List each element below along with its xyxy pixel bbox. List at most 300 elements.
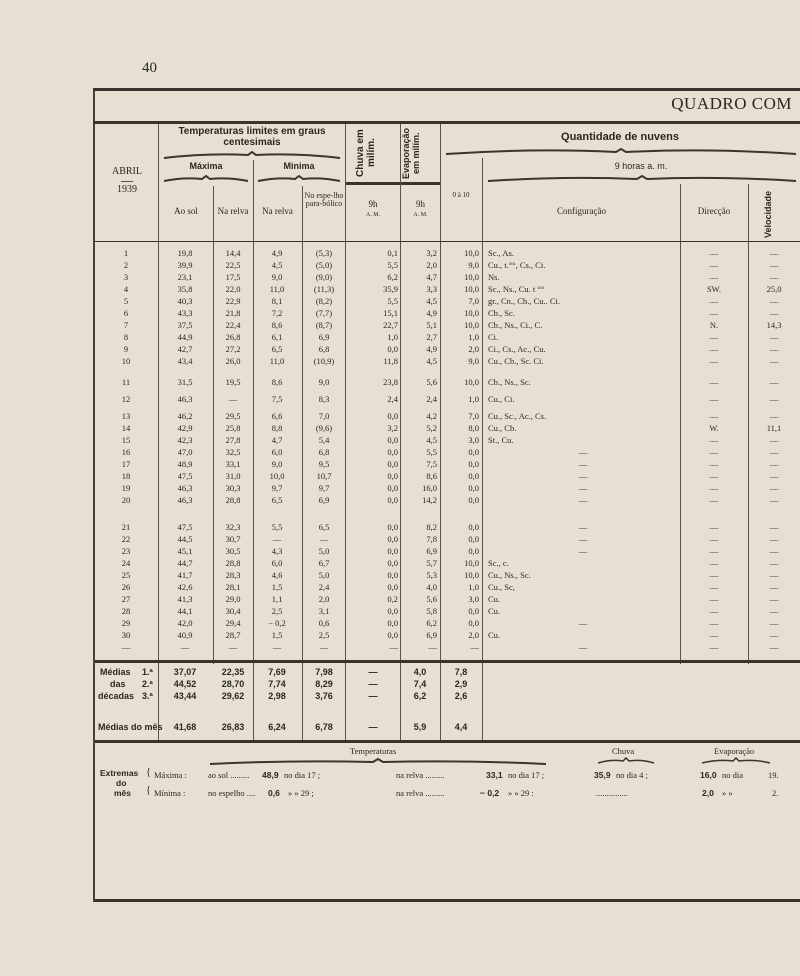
espelho-cell: (8,7) <box>315 320 333 330</box>
espelho-cell: (7,7) <box>315 308 333 318</box>
configuracao-cell: Ci. <box>488 332 499 342</box>
nebulosity-cell: 0,0 <box>468 495 479 505</box>
velocidade-cell: — <box>769 377 779 387</box>
ao-sol-cell: 44,9 <box>177 332 193 342</box>
relva-max-cell: 14,4 <box>225 248 241 258</box>
decade-avg-nebul: 2,6 <box>454 691 468 701</box>
velocidade-cell: — <box>769 411 779 421</box>
espelho-cell: 6,8 <box>318 447 330 457</box>
evap-cell: 3,3 <box>426 284 437 294</box>
evap-hour: 9h <box>416 199 425 209</box>
table-row <box>96 296 800 307</box>
minima-label: Mínima : <box>154 788 186 798</box>
day-cell: 12 <box>121 394 131 404</box>
decade-avg-relva-max: 28,70 <box>221 679 245 689</box>
relva-max-cell: — <box>228 394 238 404</box>
evap-cell: 4,5 <box>426 296 437 306</box>
relva-max-cell: 30,4 <box>225 606 241 616</box>
decade-avg-evap: 6,2 <box>413 691 427 701</box>
relva-max-cell: 28,1 <box>225 582 241 592</box>
header-bottom-rule <box>95 241 800 242</box>
maxima-brace <box>162 175 250 183</box>
table-row <box>96 356 800 367</box>
chuva-header-rule <box>346 182 400 185</box>
table-row <box>96 534 800 545</box>
nebulosity-cell: 8,0 <box>468 423 479 433</box>
direccao-cell: — <box>709 606 719 616</box>
relva-min-cell: 6,5 <box>271 495 283 505</box>
nebulosity-cell: 3,0 <box>468 594 479 604</box>
relva-max-cell: 30,7 <box>225 534 241 544</box>
decade-avg-chuva: — <box>368 691 378 701</box>
nebulosity-cell: 10,0 <box>464 570 479 580</box>
top-rule <box>93 121 800 124</box>
direccao-cell: — <box>709 546 719 556</box>
year-label: 1939 <box>117 184 137 195</box>
evap-cell: 6,9 <box>426 546 437 556</box>
velocidade-cell: — <box>769 248 779 258</box>
extremas-label: Extremas <box>100 768 139 778</box>
evap-cell: 4,0 <box>426 582 437 592</box>
table-row <box>96 546 800 557</box>
direccao-cell: — <box>709 534 719 544</box>
velocidade-cell: — <box>769 594 779 604</box>
nebulosity-cell: 7,0 <box>468 411 479 421</box>
evap-cell: 4,5 <box>426 435 437 445</box>
direccao-cell: — <box>709 570 719 580</box>
day-cell: 10 <box>121 356 131 366</box>
relva-min-cell: 6,6 <box>271 411 283 421</box>
nebulosity-cell: 10,0 <box>464 284 479 294</box>
evap-cell: 14,2 <box>422 495 437 505</box>
day-cell: 16 <box>121 447 131 457</box>
relva-min-cell: 4,9 <box>271 248 283 258</box>
das-label: das <box>110 679 126 689</box>
direccao-cell: — <box>709 618 719 628</box>
maxima-label: Máxima : <box>154 770 187 780</box>
relva-max-cell: 29,5 <box>225 411 241 421</box>
chuva-cell: 0,0 <box>387 570 398 580</box>
relva-max-cell: 19,5 <box>225 377 241 387</box>
na-relva-min-header: Na relva <box>262 206 293 216</box>
velocidade-cell: — <box>769 495 779 505</box>
chuva-cell: 15,1 <box>383 308 398 318</box>
ao-sol-cell: 42,9 <box>177 423 193 433</box>
relva-min-cell: 4,3 <box>271 546 283 556</box>
day-cell: 22 <box>121 534 131 544</box>
extremes-brace-bottom: { <box>146 785 151 796</box>
chuva-cell: 0,1 <box>387 248 398 258</box>
month-average-row <box>96 722 536 733</box>
min-evap-daynum: 2. <box>772 788 779 798</box>
ao-sol-cell: 47,5 <box>177 471 193 481</box>
chuva-cell: 11,8 <box>383 356 398 366</box>
nebulosity-cell: 1,0 <box>468 394 479 404</box>
velocidade-cell: 14,3 <box>766 320 782 330</box>
relva-min-cell: 1,1 <box>271 594 283 604</box>
table-row <box>96 642 800 653</box>
direccao-cell: — <box>709 522 719 532</box>
evap-cell: — <box>428 642 437 652</box>
configuracao-cell: Sc., c. <box>488 558 509 568</box>
configuracao-cell: Cu. <box>488 630 501 640</box>
relva-max-cell: 30,3 <box>225 483 241 493</box>
ao-sol-cell: 46,2 <box>177 411 193 421</box>
decade-average-row <box>96 679 536 690</box>
table-row <box>96 483 800 494</box>
relva-min-cell: 4,5 <box>271 260 283 270</box>
ao-sol-cell: 47,5 <box>177 522 193 532</box>
relva-min-cell: 9,7 <box>271 483 283 493</box>
relva-min-cell: 1,5 <box>271 582 283 592</box>
relva-max-cell: 31,0 <box>225 471 241 481</box>
max-evap-value: 16,0 <box>700 770 717 780</box>
max-relva-day: no dia 17 ; <box>508 770 545 780</box>
relva-min-cell: 10,0 <box>269 471 285 481</box>
day-cell: 9 <box>123 344 129 354</box>
table-row <box>96 582 800 593</box>
day-cell: 29 <box>121 618 131 628</box>
max-chuva-value: 35,9 <box>594 770 611 780</box>
velocidade-cell: — <box>769 260 779 270</box>
nebulosity-cell: 3,0 <box>468 435 479 445</box>
nebulosity-cell: 9,0 <box>468 356 479 366</box>
relva-max-cell: 28,3 <box>225 570 241 580</box>
medias-mes-label: Médias do mês <box>98 722 163 732</box>
chuva-cell: 0,0 <box>387 411 398 421</box>
relva-max-cell: 27,8 <box>225 435 241 445</box>
max-chuva-day: no dia 4 ; <box>616 770 648 780</box>
ao-sol-cell: 44,5 <box>177 534 193 544</box>
chuva-cell: 1,0 <box>387 332 398 342</box>
evaporacao-header: Evaporação em milím. <box>401 127 421 179</box>
ao-sol-cell: — <box>180 642 190 652</box>
relva-max-cell: 30,5 <box>225 546 241 556</box>
day-cell: 23 <box>121 546 131 556</box>
min-esp-label: no espelho .... <box>208 788 256 798</box>
decade-avg-chuva: — <box>368 679 378 689</box>
relva-min-cell: 7,2 <box>271 308 283 318</box>
evap-cell: 5,5 <box>426 447 437 457</box>
relva-min-cell: 8,6 <box>271 377 283 387</box>
table-row <box>96 423 800 434</box>
direccao-cell: — <box>709 272 719 282</box>
nebulosity-cell: 0,0 <box>468 546 479 556</box>
espelho-cell: (9,6) <box>315 423 333 433</box>
espelho-cell: 6,8 <box>318 344 330 354</box>
month-avg-evap: 5,9 <box>413 722 427 732</box>
minima-brace <box>256 175 342 183</box>
configuracao-cell: Cu., Ci. <box>488 394 515 404</box>
relva-max-cell: — <box>228 642 238 652</box>
evap-cell: 5,2 <box>426 423 437 433</box>
espelho-cell: 5,0 <box>318 546 330 556</box>
ao-sol-cell: 46,3 <box>177 483 193 493</box>
configuracao-cell: Ci., Cs., Ac., Cu. <box>488 344 546 354</box>
relva-min-cell: 7,5 <box>271 394 283 404</box>
temp-title: Temperaturas <box>350 746 397 756</box>
ao-sol-cell: 47,0 <box>177 447 193 457</box>
table-row <box>96 471 800 482</box>
nove-horas-header: 9 horas a. m. <box>614 161 668 171</box>
relva-max-cell: 25,8 <box>225 423 241 433</box>
relva-min-cell: 4,7 <box>271 435 283 445</box>
decade-avg-relva-min: 7,69 <box>268 667 286 677</box>
relva-max-cell: 22,5 <box>225 260 241 270</box>
configuracao-cell: — <box>578 495 588 505</box>
max-evap-day: no dia <box>722 770 744 780</box>
ao-sol-header: Ao sol <box>174 206 198 216</box>
relva-min-cell: 9,0 <box>271 272 283 282</box>
velocidade-cell: — <box>769 344 779 354</box>
direccao-cell: — <box>709 248 719 258</box>
decade-avg-espelho: 8,29 <box>315 679 333 689</box>
table-row <box>96 522 800 533</box>
relva-max-cell: 22,9 <box>225 296 241 306</box>
nebulosity-cell: 0,0 <box>468 618 479 628</box>
configuracao-cell: — <box>578 642 588 652</box>
medias-label: Médias <box>100 667 131 677</box>
mes-label: mês <box>114 788 132 798</box>
decade-avg-espelho: 3,76 <box>315 691 333 701</box>
configuracao-cell: Cb., Sc. <box>488 308 515 318</box>
velocidade-cell: — <box>769 435 779 445</box>
nebulosity-cell: 9,0 <box>468 260 479 270</box>
table-row <box>96 558 800 569</box>
table-row <box>96 630 800 641</box>
velocidade-cell: — <box>769 618 779 628</box>
nuvens-header: Quantidade de nuvens <box>561 131 679 143</box>
evap-cell: 5,6 <box>426 377 437 387</box>
ao-sol-cell: 41,7 <box>177 570 193 580</box>
day-cell: 5 <box>123 296 129 306</box>
nebulosity-cell: 10,0 <box>464 248 479 258</box>
chuva-cell: 6,2 <box>387 272 398 282</box>
relva-min-cell: 6,1 <box>271 332 283 342</box>
chuva-cell: 0,0 <box>387 447 398 457</box>
espelho-cell: 8,3 <box>318 394 330 404</box>
table-row <box>96 344 800 355</box>
table-row <box>96 435 800 446</box>
espelho-cell: (9,0) <box>315 272 333 282</box>
chuva-cell: 5,5 <box>387 260 398 270</box>
velocidade-cell: — <box>769 582 779 592</box>
configuracao-cell: — <box>578 459 588 469</box>
day-cell: 15 <box>121 435 131 445</box>
configuracao-cell: Ns. <box>488 272 500 282</box>
escala-header: 0 à 10 <box>452 191 470 199</box>
espelho-cell: 6,7 <box>318 558 330 568</box>
decade-avg-sol: 37,07 <box>173 667 197 677</box>
direccao-cell: — <box>709 377 719 387</box>
velocidade-cell: — <box>769 570 779 580</box>
velocidade-cell: — <box>769 356 779 366</box>
decadas-label: décadas <box>98 691 135 701</box>
maxima-header: Máxima <box>189 161 223 171</box>
day-cell: 3 <box>123 272 129 282</box>
decade-average-row <box>96 667 536 678</box>
nebulosity-cell: 7,0 <box>468 296 479 306</box>
month-avg-relva-min: 6,24 <box>268 722 286 732</box>
chuva-cell: 0,0 <box>387 606 398 616</box>
nebulosity-cell: 0,0 <box>468 483 479 493</box>
day-cell: 14 <box>121 423 131 433</box>
configuracao-cell: Cu., Cb. <box>488 423 517 433</box>
nebulosity-cell: 1,0 <box>468 582 479 592</box>
direccao-cell: N. <box>709 320 719 330</box>
configuracao-cell: Sc., Ns., Cu. t °° <box>488 284 545 294</box>
evap-cell: 2,7 <box>426 332 437 342</box>
decade-avg-evap: 4,0 <box>413 667 427 677</box>
configuracao-cell: Cu., Sc., Ac., Cs. <box>488 411 547 421</box>
relva-max-cell: 33,1 <box>225 459 241 469</box>
month-avg-nebul: 4,4 <box>454 722 468 732</box>
chuva-cell: 0,0 <box>387 630 398 640</box>
evap-ampm: A. M. <box>413 212 428 218</box>
relva-min-cell: 2,5 <box>271 606 283 616</box>
espelho-cell: 6,9 <box>318 332 330 342</box>
direccao-cell: — <box>709 394 719 404</box>
nebulosity-cell: 0,0 <box>468 534 479 544</box>
evap-cell: 8,2 <box>426 522 437 532</box>
espelho-cell: (5,3) <box>315 248 333 258</box>
max-relva-label: na relva ......... <box>396 770 445 780</box>
configuracao-cell: — <box>578 483 588 493</box>
chuva-cell: 0,2 <box>387 594 398 604</box>
espelho-cell: 9,0 <box>318 377 330 387</box>
configuracao-cell: Cu. <box>488 606 501 616</box>
decade-avg-nebul: 2,9 <box>454 679 468 689</box>
evap-cell: 4,9 <box>426 344 437 354</box>
direccao-cell: — <box>709 308 719 318</box>
relva-max-cell: 32,3 <box>225 522 241 532</box>
velocidade-cell: — <box>769 546 779 556</box>
nuvens-brace <box>444 148 798 156</box>
relva-min-cell: 1,5 <box>271 630 283 640</box>
espelho-cell: 6,5 <box>318 522 330 532</box>
decade-average-row <box>96 691 536 702</box>
espelho-cell: (8,2) <box>315 296 333 306</box>
ao-sol-cell: 45,1 <box>177 546 193 556</box>
espelho-cell: 2,0 <box>318 594 330 604</box>
evap-cell: 7,8 <box>426 534 437 544</box>
day-cell: 24 <box>121 558 131 568</box>
velocidade-cell: — <box>769 272 779 282</box>
nebulosity-cell: 2,0 <box>468 630 479 640</box>
relva-min-cell: 9,0 <box>271 459 283 469</box>
chuva-ampm: A. M. <box>365 212 381 218</box>
velocidade-cell: — <box>769 534 779 544</box>
month-label: ABRIL <box>112 166 142 177</box>
evap-title: Evaporação <box>714 746 755 756</box>
max-sol-value: 48,9 <box>262 770 279 780</box>
nebulosity-cell: 0,0 <box>468 606 479 616</box>
day-cell: 18 <box>121 471 131 481</box>
relva-min-cell: 6,5 <box>271 344 283 354</box>
espelho-cell: (11,3) <box>313 284 335 294</box>
chuva-cell: 0,0 <box>387 582 398 592</box>
velocidade-cell: 25,0 <box>766 284 782 294</box>
nebulosity-cell: 10,0 <box>464 272 479 282</box>
evap-cell: 5,1 <box>426 320 437 330</box>
month-avg-chuva: — <box>368 722 378 732</box>
nebulosity-cell: 0,0 <box>468 522 479 532</box>
configuracao-cell: Cu., Sc, <box>488 582 515 592</box>
configuracao-cell: Cb., Ns., Sc. <box>488 377 531 387</box>
direccao-cell: — <box>709 558 719 568</box>
espelho-cell: 9,5 <box>318 459 330 469</box>
ao-sol-cell: 40,3 <box>177 296 193 306</box>
month-year-separator <box>121 181 133 182</box>
relva-min-cell: — <box>272 534 282 544</box>
direccao-cell: — <box>709 435 719 445</box>
chuva-cell: 3,2 <box>387 423 398 433</box>
espelho-cell: — <box>319 642 329 652</box>
ao-sol-cell: 40,9 <box>177 630 193 640</box>
direccao-cell: — <box>709 594 719 604</box>
day-cell: — <box>121 642 131 652</box>
day-cell: 2 <box>123 260 129 270</box>
table-row <box>96 570 800 581</box>
evap-cell: 5,7 <box>426 558 437 568</box>
page-number: 40 <box>142 60 157 76</box>
evap-cell: 2,4 <box>426 394 437 404</box>
day-cell: 11 <box>121 377 131 387</box>
ao-sol-cell: 19,8 <box>177 248 193 258</box>
nebulosity-cell: 10,0 <box>464 558 479 568</box>
table-row <box>96 459 800 470</box>
evap-cell: 7,5 <box>426 459 437 469</box>
nebulosity-cell: — <box>470 642 479 652</box>
evap-header-rule <box>401 182 440 185</box>
ao-sol-cell: 43,4 <box>177 356 193 366</box>
table-title: QUADRO COM <box>671 94 792 113</box>
evap-cell: 5,8 <box>426 606 437 616</box>
day-cell: 20 <box>121 495 131 505</box>
decade-avg-sol: 44,52 <box>173 679 197 689</box>
relva-max-cell: 17,5 <box>225 272 241 282</box>
direccao-cell: W. <box>709 423 719 433</box>
chuva-cell: 5,5 <box>387 296 398 306</box>
direccao-cell: — <box>709 356 719 366</box>
relva-min-cell: 4,6 <box>271 570 283 580</box>
chuva-hour: 9h <box>368 199 378 209</box>
table-row <box>96 606 800 617</box>
decade-ordinal: 3.ª <box>142 691 153 701</box>
configuracao-cell: Cu., t.°°, Cs., Ci. <box>488 260 546 270</box>
table-row <box>96 332 800 343</box>
configuracao-cell: — <box>578 471 588 481</box>
min-esp-value: 0,6 <box>268 788 280 798</box>
relva-max-cell: 27,2 <box>225 344 241 354</box>
chuva-brace <box>596 757 656 765</box>
day-cell: 26 <box>121 582 131 592</box>
chuva-cell: 2,4 <box>387 394 398 404</box>
relva-min-cell: 8,1 <box>271 296 283 306</box>
ao-sol-cell: 35,8 <box>177 284 193 294</box>
decade-avg-relva-min: 2,98 <box>268 691 286 701</box>
day-cell: 27 <box>121 594 131 604</box>
relva-max-cell: 32,5 <box>225 447 241 457</box>
espelho-cell: 2,4 <box>318 582 330 592</box>
decade-avg-espelho: 7,98 <box>315 667 333 677</box>
direccao-cell: — <box>709 260 719 270</box>
relva-min-cell: 6,0 <box>271 447 283 457</box>
velocidade-cell: — <box>769 394 779 404</box>
chuva-cell: 35,9 <box>383 284 398 294</box>
day-cell: 6 <box>123 308 129 318</box>
evap-cell: 4,7 <box>426 272 437 282</box>
